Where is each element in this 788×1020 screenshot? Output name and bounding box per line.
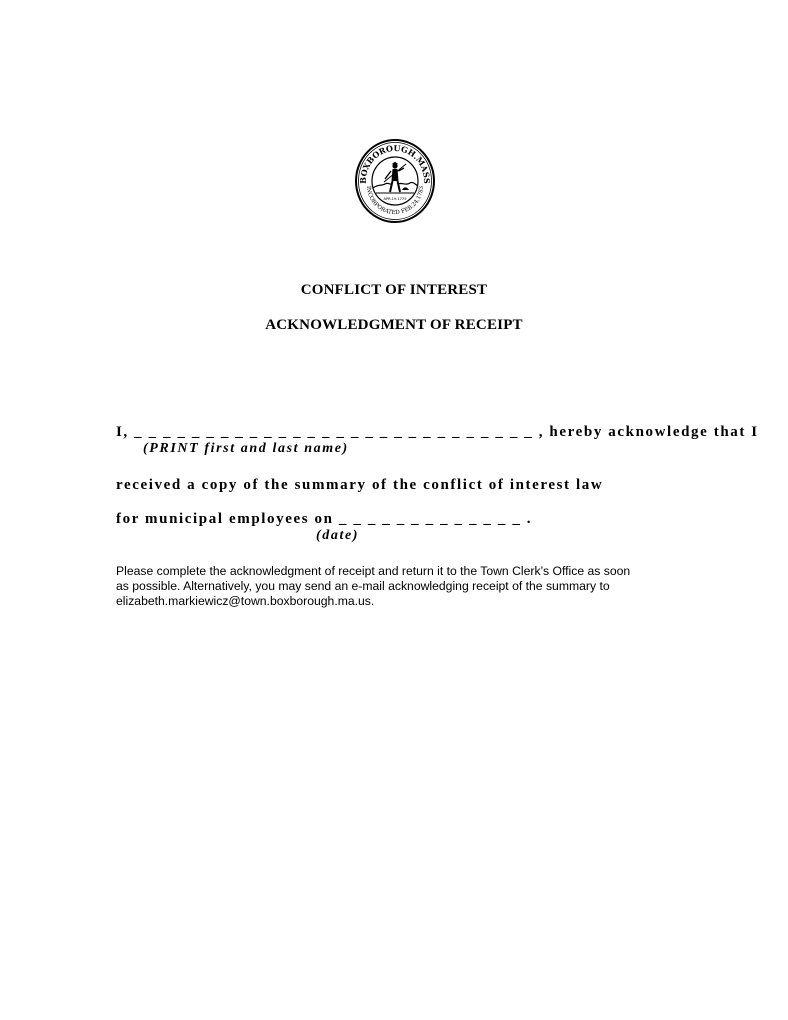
instructions-line-1: Please complete the acknowledgment of receipt and return it to the Town Clerk’s Office as soon [116, 564, 631, 578]
seal-ring-bottom-text: INCORPORATED FEB.24,1783 [364, 185, 426, 217]
name-field-hint: (PRINT first and last name) [143, 441, 349, 456]
instructions-line-3: elizabeth.markiewicz@town.boxborough.ma.us. [116, 594, 375, 608]
receipt-statement-line: received a copy of the summary of the conflict of interest law [116, 477, 604, 493]
landscape-icon [373, 183, 392, 188]
seal-ring-top-text: BOXBOROUGH.MASS [357, 142, 433, 184]
date-field-hint: (date) [316, 528, 360, 543]
town-seal-icon [354, 138, 436, 224]
instructions-paragraph [116, 564, 676, 609]
document-subtitle: ACKNOWLEDGMENT OF RECEIPT [265, 317, 523, 333]
seal-inner-text: APR.19.1775 [383, 197, 407, 201]
document-title: CONFLICT OF INTEREST [300, 282, 488, 298]
instructions-line-2: as possible. Alternatively, you may send an e-mail acknowledging receipt of the summary to [116, 579, 610, 593]
name-acknowledgment-line: I, _ _ _ _ _ _ _ _ _ _ _ _ _ _ _ _ _ _ _ _ _ _ _ _ _ _ _ _ , hereby acknowledge that I [116, 424, 759, 440]
minuteman-figure-icon [384, 162, 409, 192]
date-line: for municipal employees on _ _ _ _ _ _ _ _ _ _ _ _ _ . [116, 511, 533, 527]
